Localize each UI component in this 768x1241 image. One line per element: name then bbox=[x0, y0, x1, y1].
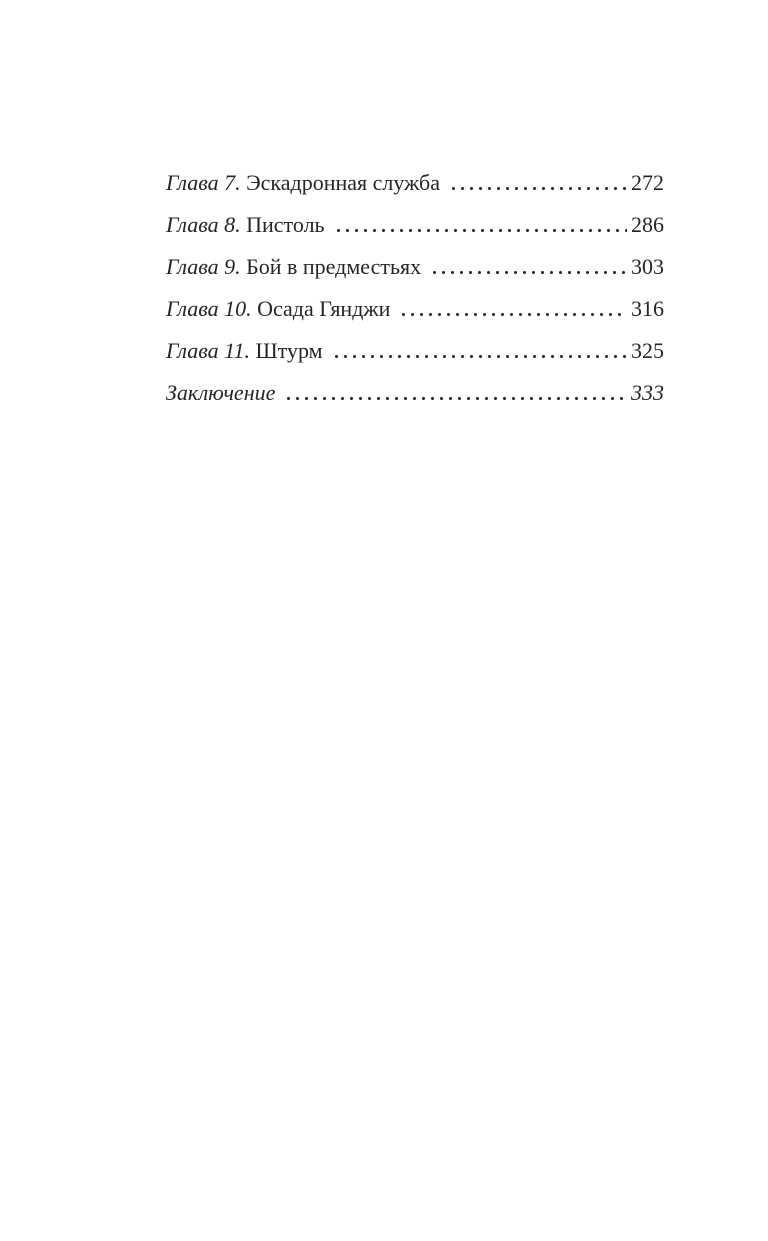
page-number: 272 bbox=[631, 170, 664, 195]
page-number: 286 bbox=[631, 212, 664, 237]
chapter-label bbox=[166, 296, 390, 322]
chapter-prefix: Глава 9. bbox=[166, 254, 241, 279]
chapter-label bbox=[166, 338, 323, 364]
chapter-prefix: Заключение bbox=[166, 380, 276, 405]
chapter-title: Эскадронная служба bbox=[246, 170, 440, 195]
dot-leader bbox=[330, 338, 627, 364]
dot-leader bbox=[428, 254, 627, 280]
table-of-contents bbox=[166, 170, 664, 422]
toc-entry bbox=[166, 338, 664, 364]
chapter-title: Бой в предместьях bbox=[246, 254, 422, 279]
chapter-label bbox=[166, 380, 275, 406]
chapter-prefix: Глава 7. bbox=[166, 170, 241, 195]
page-number: 316 bbox=[631, 296, 664, 321]
chapter-prefix: Глава 8. bbox=[166, 212, 241, 237]
page-number: 303 bbox=[631, 254, 664, 279]
toc-entry bbox=[166, 296, 664, 322]
toc-entry bbox=[166, 212, 664, 238]
chapter-title: Пистоль bbox=[246, 212, 325, 237]
page-number: 325 bbox=[631, 338, 664, 363]
dot-leader bbox=[282, 380, 627, 406]
dot-leader bbox=[397, 296, 627, 322]
chapter-prefix: Глава 11. bbox=[166, 338, 250, 363]
toc-entry bbox=[166, 170, 664, 196]
chapter-label bbox=[166, 170, 440, 196]
chapter-title: Осада Гянджи bbox=[257, 296, 391, 321]
chapter-prefix: Глава 10. bbox=[166, 296, 252, 321]
page-number: 333 bbox=[631, 380, 664, 405]
toc-entry bbox=[166, 254, 664, 280]
chapter-title: Штурм bbox=[255, 338, 323, 363]
chapter-label bbox=[166, 254, 421, 280]
dot-leader bbox=[332, 212, 627, 238]
chapter-label bbox=[166, 212, 325, 238]
dot-leader bbox=[447, 170, 627, 196]
toc-entry-conclusion bbox=[166, 380, 664, 406]
